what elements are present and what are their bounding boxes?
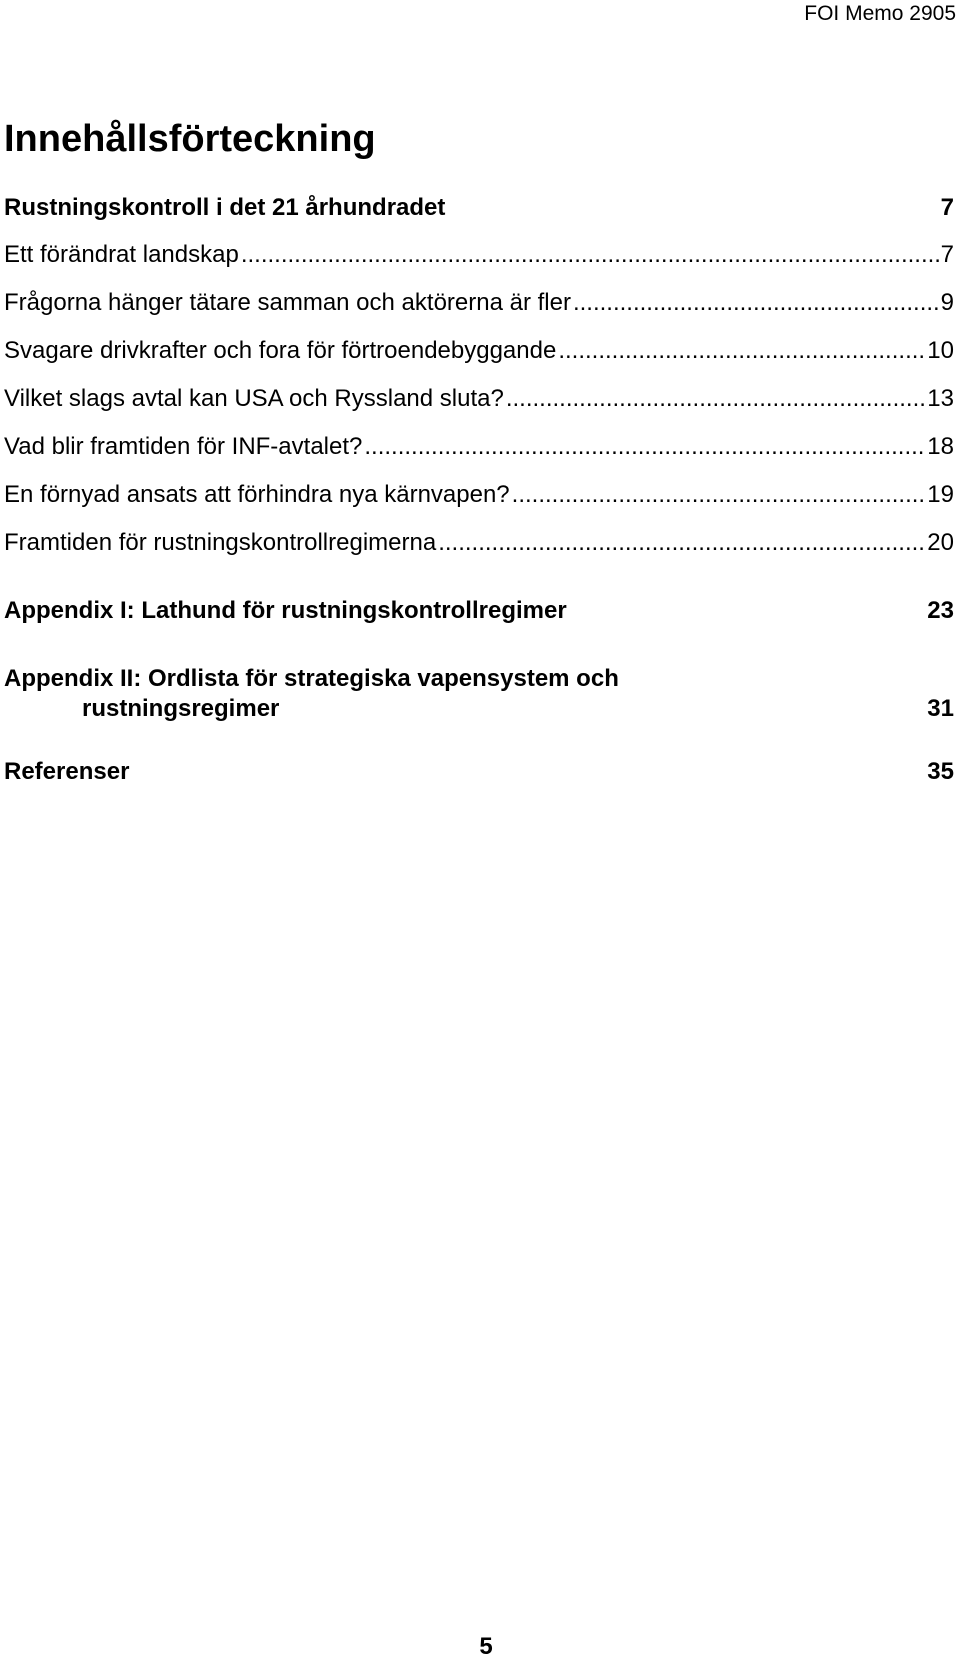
toc-entry[interactable] [4, 431, 954, 463]
toc-entry-text: Referenser [4, 758, 130, 785]
toc-entry-page: 35 [927, 758, 954, 785]
dot-leader [512, 479, 926, 511]
toc-entry-chapter-continuation[interactable] [82, 693, 954, 725]
dot-leader [364, 431, 925, 463]
toc-entry-text: Svagare drivkrafter och fora för förtroendebyggande [4, 337, 557, 364]
dot-leader [438, 527, 925, 559]
toc-entry-chapter[interactable] [4, 595, 954, 627]
toc-entry-text: Vad blir framtiden för INF-avtalet? [4, 433, 363, 460]
toc-entry-text: En förnyad ansats att förhindra nya kärnvapen? [4, 481, 510, 508]
toc-entry-page: 20 [927, 529, 954, 556]
toc-entry-text: Appendix II: Ordlista för strategiska vapensystem och [4, 665, 619, 692]
toc-entry-chapter[interactable] [4, 756, 954, 788]
memo-header: FOI Memo 2905 [804, 2, 956, 25]
toc-entry-page: 7 [940, 241, 954, 268]
toc-entry-text: Frågorna hänger tätare samman och aktörerna är fler [4, 289, 571, 316]
toc-entry[interactable] [4, 479, 954, 511]
toc-entry-text-continuation: rustningsregimer [82, 695, 280, 722]
toc-entry-page: 19 [927, 481, 954, 508]
toc-entry-text: Vilket slags avtal kan USA och Ryssland sluta? [4, 385, 504, 412]
toc-entry-chapter[interactable] [4, 192, 954, 224]
toc-entry-text: Appendix I: Lathund för rustningskontrollregimer [4, 597, 567, 624]
toc-entry-page: 18 [927, 433, 954, 460]
toc-entry-page: 23 [927, 597, 954, 624]
toc-entry-page: 13 [927, 385, 954, 412]
toc-entry-text: Ett förändrat landskap [4, 241, 239, 268]
dot-leader [573, 287, 939, 319]
toc-entry[interactable] [4, 527, 954, 559]
toc-entry-text: Rustningskontroll i det 21 århundradet [4, 194, 446, 221]
toc-entry[interactable] [4, 287, 954, 319]
dot-leader [241, 239, 939, 271]
dot-leader [558, 335, 925, 367]
toc-entry-text: Framtiden för rustningskontrollregimerna [4, 529, 437, 556]
toc-entry[interactable] [4, 239, 954, 271]
toc-entry-page: 10 [927, 337, 954, 364]
toc-title: Innehållsförteckning [4, 118, 376, 160]
toc-entry-chapter[interactable] [4, 663, 954, 695]
toc-entry-page: 9 [940, 289, 954, 316]
page-number: 5 [479, 1633, 493, 1660]
toc-entry[interactable] [4, 383, 954, 415]
toc-entry-page: 7 [940, 194, 954, 221]
dot-leader [506, 383, 925, 415]
toc-entry-page: 31 [927, 695, 954, 722]
toc-entry[interactable] [4, 335, 954, 367]
